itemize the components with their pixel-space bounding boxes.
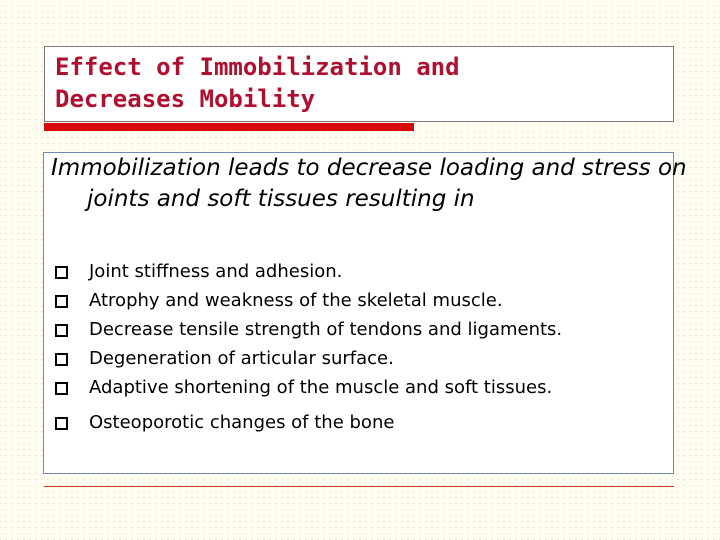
list-item [44, 344, 675, 373]
list-item [44, 286, 675, 315]
bullet-list [44, 257, 675, 437]
title-accent-bar [44, 123, 414, 131]
footer-divider [44, 486, 674, 487]
list-item [44, 373, 675, 402]
intro-text: Immobilization leads to decrease loading and stress on joints and soft tissues resulting in [51, 155, 687, 212]
list-item-text: Osteoporotic changes of the bone [89, 412, 395, 433]
square-bullet-icon [55, 417, 68, 430]
square-bullet-icon [55, 295, 68, 308]
square-bullet-icon [55, 324, 68, 337]
list-item-text: Decrease tensile strength of tendons and ligaments. [89, 319, 563, 340]
list-item-text: Adaptive shortening of the muscle and soft tissues. [89, 377, 553, 398]
list-item-text: Atrophy and weakness of the skeletal muscle. [89, 290, 503, 311]
list-item-text: Degeneration of articular surface. [89, 348, 394, 369]
list-item [44, 315, 675, 344]
square-bullet-icon [55, 353, 68, 366]
list-item [44, 257, 675, 286]
title-box [44, 46, 674, 122]
list-item [44, 408, 675, 437]
content-box [43, 152, 687, 474]
slide-title: Effect of Immobilization and Decreases Mobility [55, 53, 460, 113]
list-item-text: Joint stiffness and adhesion. [89, 261, 343, 282]
square-bullet-icon [55, 266, 68, 279]
square-bullet-icon [55, 382, 68, 395]
